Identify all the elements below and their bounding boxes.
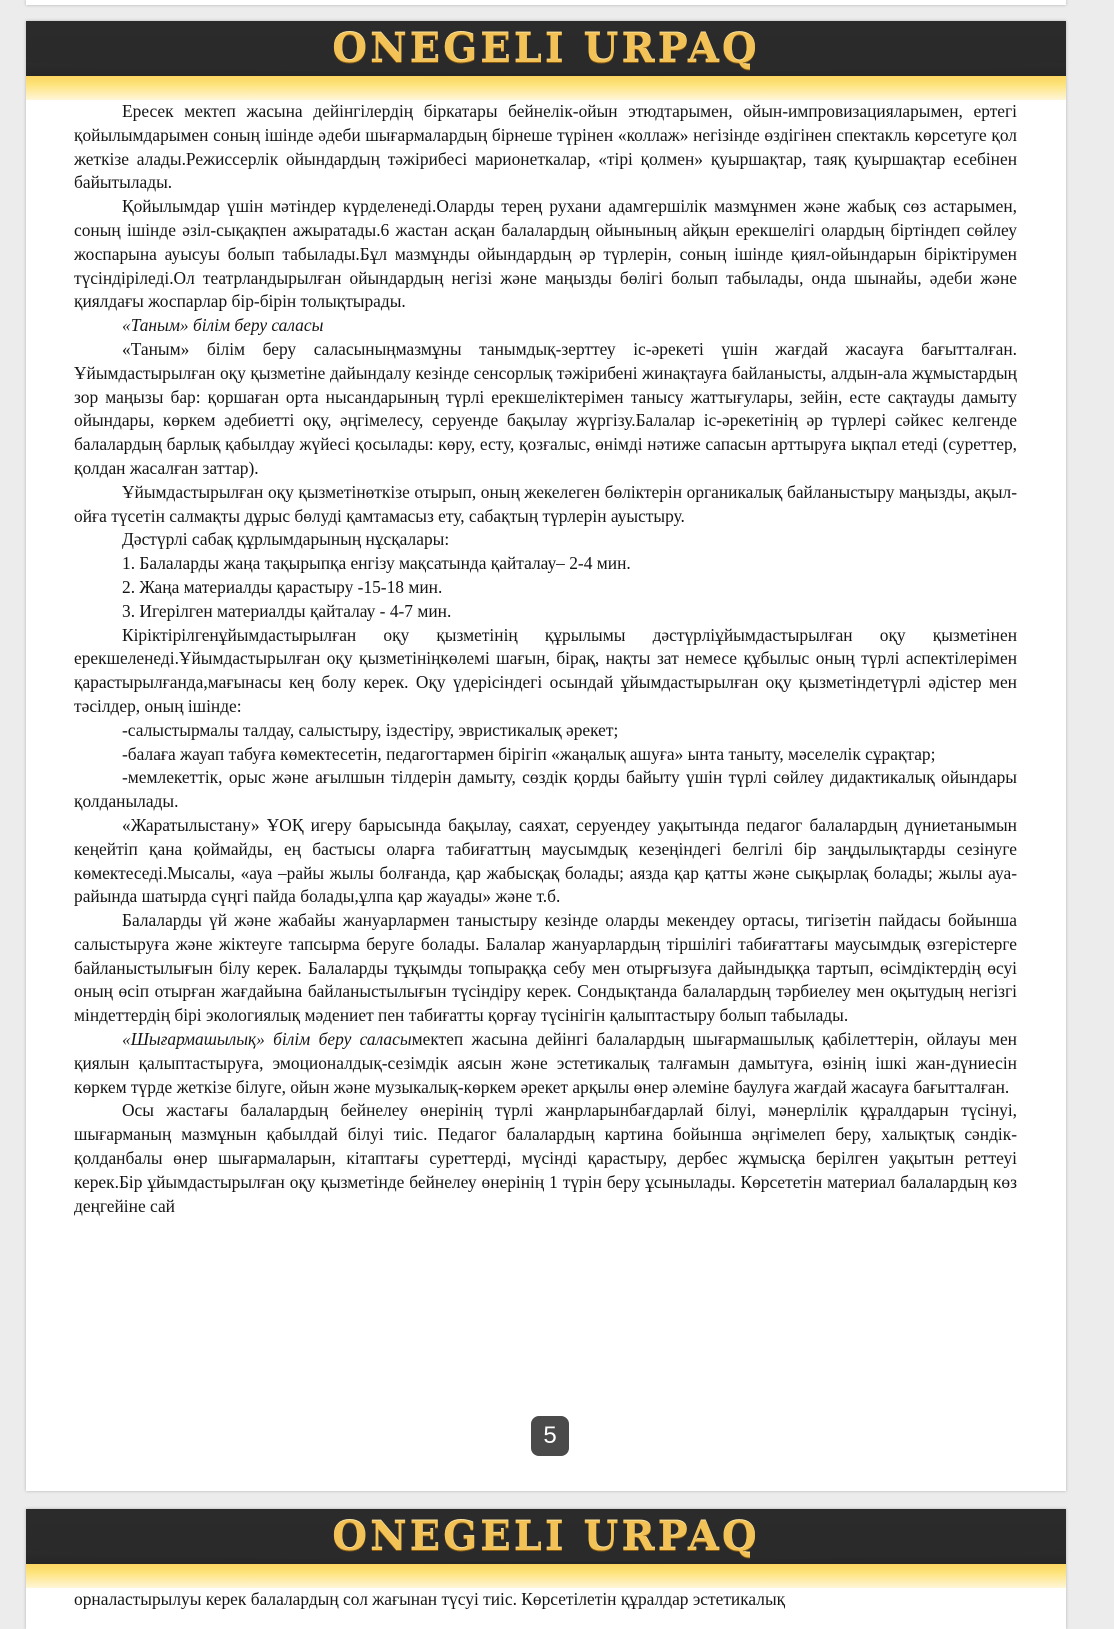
list-item: 1. Балаларды жаңа тақырыпқа енгізу мақсатында қайталау– 2-4 мин.	[122, 553, 631, 574]
page-header-banner	[26, 21, 1066, 100]
paragraph: «Таным» білім беру саласыныңмазмұны танымдық-зерттеу іс-әрекеті үшін жағдай жасауға бағытталған. Ұйымдастырылған оқу қызметіне дайындалу кезінде сенсорлық тәжірибені жинақтауға байланысты, алдын-ала жұмыстардың зор маңызы бар: қоршаған орта нысандарының түрлі ерекшеліктерімен танысу жаттығулары, зейін, есте сақтауды дамыту ойындары, көркем әдебиетті оқу, әңгімелесу, серуенде бақылау жүргізу.Балалар іс-әрекетінің әр түрлері сәйкес келгенде балалардың барлық қабылдау жүйесі қосылады: көру, есту, қозғалыс, өнімді нәтиже сапасын арттыруға ықпал етеді (суреттер, қолдан жасалған заттар).	[74, 338, 1017, 478]
body-text	[74, 100, 1017, 1218]
page-number-badge: 5	[531, 1416, 569, 1456]
previous-page-edge	[26, 0, 1066, 5]
paragraph: Кіріктірілгенұйымдастырылған оқу қызметінің құрылымы дәстүрліұйымдастырылған оқу қызметінен ерекшеленеді.Ұйымдастырылған оқу қызметініңкөлемі шағын, бірақ, нақты зат немесе құбылыс оның түрлі аспектілерімен қарастырылғанда,мағынасы кең болу керек. Оқу үдерісіндегі осындай ұйымдастырылған оқу қызметіндетүрлі әдістер мен тәсілдер, оның ішінде:	[74, 624, 1017, 716]
next-page-text: орналастырылуы керек балалардың сол жағынан түсуі тиіс. Көрсетілетін құралдар эстетикалық	[74, 1589, 786, 1609]
list-item: -мемлекеттік, орыс және ағылшын тілдерін дамыту, сөздік қорды байыту үшін түрлі сөйлеу дидактикалық ойындары қолданылады.	[74, 767, 1017, 812]
paragraph: Осы жастағы балалардың бейнелеу өнерінің түрлі жанрларынбағдарлай білуі, мәнерлілік құралдарын түсінуі, шығарманың мазмұнын қабылдай білуі тиіс. Педагог балалардың картина бойынша әңгімелеп беру, халықтық сәндік-қолданбалы өнер шығармаларын, кітаптағы суреттерді, мүсінді қарастыру, дербес жұмысқа берілген уақытын реттеуі керек.Бір ұйымдастырылған оқу қызметінде бейнелеу өнерінің 1 түрін беру ұсынылады. Көрсететін материал балалардың көз деңгейіне сай	[74, 1100, 1017, 1216]
paragraph: «Жаратылыстану» ҰОҚ игеру барысында бақылау, саяхат, серуендеу уақытында педагог балалардың дүниетанымын кеңейтіп қана қоймайды, ең бастысы оларға табиғаттың маусымдық кезеңіндегі белгілі бір заңдылықтарды сезінуге көмектеседі.Мысалы, «ауа –райы жылы болғанда, қар жабысқақ болады; аязда қар қатты және сықырлақ болады; жылы ауа-райында шатырда сүңгі пайда болады,ұлпа қар жауады» және т.б.	[74, 814, 1017, 907]
document-page	[26, 21, 1066, 1491]
section-heading: «Шығармашылық» білім беру саласы	[122, 1029, 412, 1050]
list-heading: Дәстүрлі сабақ құрлымдарының нұсқалары:	[122, 529, 450, 550]
paragraph: Ұйымдастырылған оқу қызметінөткізе отырып, оның жекелеген бөліктерін органикалық байланыстыру маңызды, ақыл-ойға түсетін салмақты дұрыс бөлуді қамтамасыз ету, сабақтың түрлерін ауыстыру.	[74, 481, 1017, 526]
list-item: 3. Игерілген материалды қайталау - 4-7 мин.	[122, 600, 452, 621]
list-item: 2. Жаңа материалды қарастыру -15-18 мин.	[122, 576, 443, 597]
list-item: -салыстырмалы талдау, салыстыру, іздестіру, эвристикалық әрекет;	[122, 719, 619, 740]
paragraph: Қойылымдар үшін мәтіндер күрделенеді.Оларды терең рухани адамгершілік мазмұнмен және жабық сөз астарымен, соның ішінде әзіл-сықақпен ажыратады.6 жастан асқан балалардың ойынының айқын ерекшелігі олардың біртіндеп сөйлеу жоспарына ауысуы болып табылады.Бұл мазмұнды ойындардың әр түрлерін, соның ішінде қиял-ойындарын біріктірумен түсіндіріледі.Ол театрландырылған ойындардың негізі және маңызды бөлігі болып табылады, онда шынайы, әдеби және қиялдағы жоспарлар бір-бірін толықтырады.	[74, 196, 1017, 312]
journal-title: ONEGELI URPAQ	[332, 25, 760, 72]
paragraph: Ересек мектеп жасына дейінгілердің біркатары бейнелік-ойын этюдтарымен, ойын-импровизацияларымен, ертегі қойылымдарымен соның ішінде әдеби шығармалардың бірнеше түрінен «коллаж» негізінде өздігінен спектакль көрсетуге қол жеткізе алады.Режиссерлік ойындардың тәжірибесі марионеткалар, «тірі қолмен» қуыршақтар, таяқ қуыршақтар есебінен байытылады.	[74, 101, 1017, 193]
paragraph: Балаларды үй және жабайы жануарлармен таныстыру кезінде оларды мекендеу ортасы, тигізетін пайдасы бойынша салыстыруға және жіктеуге тапсырма беруге болады. Балалар жануарлардың тіршілігі табиғаттағы маусымдық өзгерістерге байланыстылығын білу керек. Балаларды тұқымды топыраққа себу мен отырғызуға дайындыққа тартып, өсімдіктердің өсуі оның өсіп отырған жағдайына байланыстылығын түсіндіру керек. Сондықтанда балалардың тәрбиелеу мен оқытудың негізгі міндеттердің бірі экологиялық мәдениет пен табиғатты қорғау түсінігін қалыптастыру болып табылады.	[74, 910, 1017, 1026]
next-document-page	[26, 1509, 1066, 1629]
journal-title: ONEGELI URPAQ	[332, 1513, 760, 1560]
list-item: -балаға жауап табуға көмектесетін, педагогтармен бірігіп «жаңалық ашуға» ынта таныту, мәселелік сұрақтар;	[122, 743, 936, 764]
page-header-banner	[26, 1509, 1066, 1588]
section-heading: «Таным» білім беру саласы	[122, 315, 324, 336]
paragraph: «Шығармашылық» білім беру саласымектеп жасына дейінгі балалардың шығармашылық қабілеттерін, ойлауы мен қиялын қалыптастыруға, эмоционалдық-сезімдік аясын және эстетикалық талғамын дамытуға, өзінің ішкі жан-дүниесін көркем түрде жеткізе білуге, ойын және музыкалық-көркем әрекет арқылы өнер әлеміне баулуға жағдай жасауға бағытталған.	[74, 1029, 1017, 1097]
